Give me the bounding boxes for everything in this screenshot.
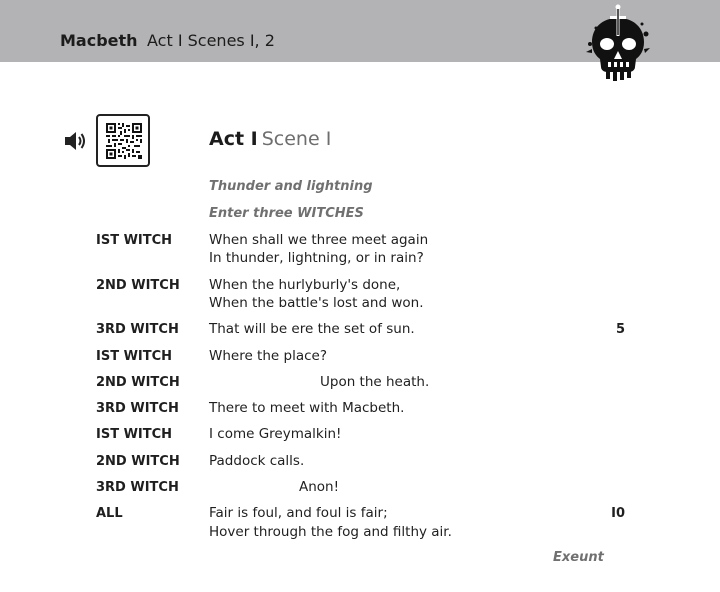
speaker-name: IST WITCH — [96, 233, 173, 248]
speaker-name: 2ND WITCH — [96, 278, 180, 293]
play-title: Macbeth — [60, 31, 138, 50]
speaker-name: 2ND WITCH — [96, 454, 180, 469]
qr-code-icon — [106, 123, 142, 159]
stage-direction-thunder: Thunder and lightning — [209, 179, 373, 194]
verse-line: Upon the heath. — [320, 374, 430, 390]
verse-line: In thunder, lightning, or in rain? — [209, 250, 424, 266]
act-scene-heading — [209, 128, 331, 150]
verse-line: Where the place? — [209, 348, 327, 364]
speaker-name: 2ND WITCH — [96, 375, 180, 390]
speaker-name: IST WITCH — [96, 427, 173, 442]
skull-dagger-logo — [584, 4, 652, 84]
verse-line: There to meet with Macbeth. — [209, 400, 405, 416]
scene-label: Scene I — [261, 128, 332, 150]
verse-line: Paddock calls. — [209, 453, 305, 469]
verse-line: When the hurlyburly's done, — [209, 277, 401, 293]
speaker-name: ALL — [96, 506, 123, 521]
verse-line: When the battle's lost and won. — [209, 295, 424, 311]
stage-direction-exeunt: Exeunt — [553, 550, 604, 565]
act-label: Act I — [209, 128, 258, 150]
speaker-name: IST WITCH — [96, 349, 173, 364]
stage-direction-enter: Enter three WITCHES — [209, 206, 364, 221]
verse-line: Hover through the fog and filthy air. — [209, 524, 452, 540]
line-number: 5 — [615, 322, 625, 337]
speaker-name: 3RD WITCH — [96, 322, 179, 337]
verse-line: Fair is foul, and foul is fair; — [209, 505, 388, 521]
verse-line: I come Greymalkin! — [209, 426, 342, 442]
verse-line: Anon! — [299, 479, 340, 495]
speaker-icon[interactable] — [63, 130, 87, 152]
speaker-name: 3RD WITCH — [96, 401, 179, 416]
verse-line: When shall we three meet again — [209, 232, 429, 248]
verse-line: That will be ere the set of sun. — [209, 321, 415, 337]
qr-code-frame[interactable] — [96, 114, 150, 167]
speaker-name: 3RD WITCH — [96, 480, 179, 495]
line-number: I0 — [611, 506, 625, 521]
scene-subtitle: Act I Scenes I, 2 — [147, 31, 275, 50]
